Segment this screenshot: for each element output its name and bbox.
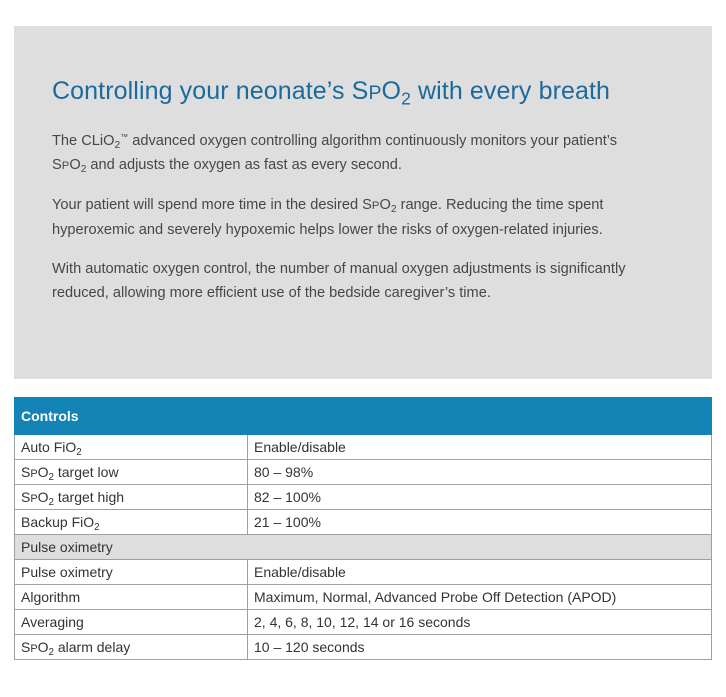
row-value: Maximum, Normal, Advanced Probe Off Detection (APOD): [248, 585, 712, 610]
table-section-row: [15, 535, 712, 560]
intro-paragraph-2: Your patient will spend more time in the desired $SPO_2$ range. Reducing the time spent hyperoxemic and severely hypoxemic helps lower the risks of oxygen-related injuries.: [52, 197, 604, 238]
row-value: 2, 4, 6, 8, 10, 12, 14 or 16 seconds: [248, 610, 712, 635]
page-title: Controlling your neonate’s $SPO_2$ with every breath: [52, 77, 611, 109]
table-row: [15, 610, 712, 635]
row-label: Backup FiO$_2$: [15, 510, 248, 535]
controls-spec-table: [14, 397, 712, 660]
table-header-row: [15, 398, 712, 435]
row-label: Auto FiO$_2$: [15, 435, 248, 460]
row-value: Enable/disable: [248, 435, 712, 460]
row-label: $SPO_2$ target high: [15, 485, 248, 510]
row-value: 10 – 120 seconds: [248, 635, 712, 660]
table-row: [15, 510, 712, 535]
row-label: Pulse oximetry: [15, 560, 248, 585]
intro-paragraph-3: With automatic oxygen control, the number of manual oxygen adjustments is significantly reduced, allowing more efficient use of the bedside caregiver’s time.: [52, 261, 626, 301]
table-header: Controls: [15, 398, 712, 435]
table-row: [15, 635, 712, 660]
row-label: $SPO_2$ alarm delay: [15, 635, 248, 660]
row-value: 80 – 98%: [248, 460, 712, 485]
intro-panel: [14, 26, 712, 379]
row-value: 21 – 100%: [248, 510, 712, 535]
intro-paragraph-1: The CLiO$_2$™ advanced oxygen controlling algorithm continuously monitors your patient’s $SPO_2$ and adjusts the oxygen as fast as every second.: [52, 132, 618, 175]
section-label: Pulse oximetry: [15, 535, 712, 560]
row-value: Enable/disable: [248, 560, 712, 585]
table-row: [15, 485, 712, 510]
row-label: $SPO_2$ target low: [15, 460, 248, 485]
row-label: Algorithm: [15, 585, 248, 610]
row-label: Averaging: [15, 610, 248, 635]
table-row: [15, 435, 712, 460]
row-value: 82 – 100%: [248, 485, 712, 510]
table-row: [15, 460, 712, 485]
table-row: [15, 560, 712, 585]
table-row: [15, 585, 712, 610]
